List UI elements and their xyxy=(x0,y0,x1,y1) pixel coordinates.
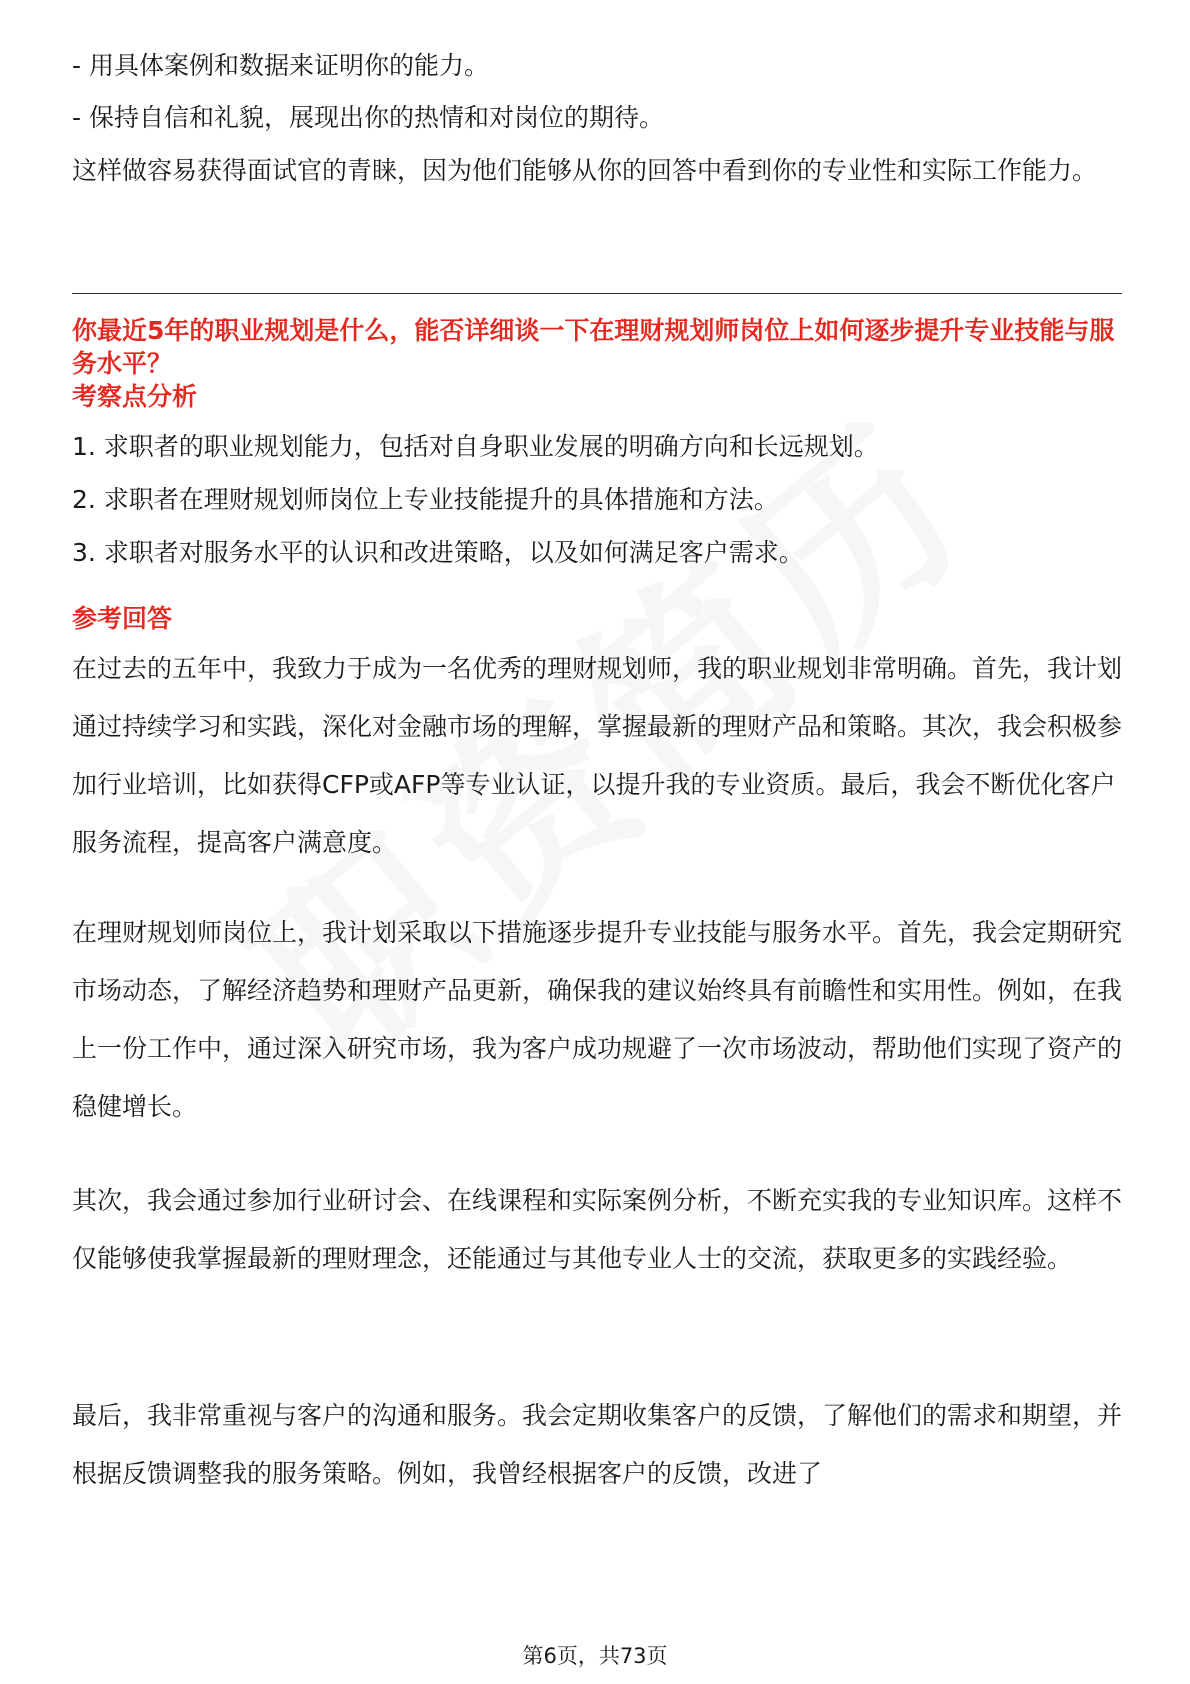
analysis-item-3: 3. 求职者对服务水平的认识和改进策略，以及如何满足客户需求。 xyxy=(72,538,804,567)
intro-summary: 这样做容易获得面试官的青睐，因为他们能够从你的回答中看到你的专业性和实际工作能力。 xyxy=(72,156,1098,185)
section-divider xyxy=(72,293,1122,294)
analysis-heading: 考察点分析 xyxy=(72,382,198,411)
analysis-item-2: 2. 求职者在理财规划师岗位上专业技能提升的具体措施和方法。 xyxy=(72,485,779,514)
intro-bullet-2: - 保持自信和礼貌，展现出你的热情和对岗位的期待。 xyxy=(72,103,664,132)
answer-paragraph-4: 最后，我非常重视与客户的沟通和服务。我会定期收集客户的反馈，了解他们的需求和期望，并根据反馈调整我的服务策略。例如，我曾经根据客户的反馈，改进了 xyxy=(72,1401,1123,1488)
intro-bullet-1: - 用具体案例和数据来证明你的能力。 xyxy=(72,51,489,80)
answer-paragraph-3: 其次，我会通过参加行业研讨会、在线课程和实际案例分析，不断充实我的专业知识库。这样不仅能够使我掌握最新的理财理念，还能通过与其他专业人士的交流，获取更多的实践经验。 xyxy=(72,1186,1123,1273)
answer-paragraph-2: 在理财规划师岗位上，我计划采取以下措施逐步提升专业技能与服务水平。首先，我会定期研究市场动态，了解经济趋势和理财产品更新，确保我的建议始终具有前瞻性和实用性。例如，在我上一份工作中，通过深入研究市场，我为客户成功规避了一次市场波动，帮助他们实现了资产的稳健增长。 xyxy=(72,918,1123,1121)
page-number: 第6页，共73页 xyxy=(522,1644,668,1668)
question-title: 你最近5年的职业规划是什么，能否详细谈一下在理财规划师岗位上如何逐步提升专业技能与服务水平？ xyxy=(72,316,1115,378)
analysis-item-1: 1. 求职者的职业规划能力，包括对自身职业发展的明确方向和长远规划。 xyxy=(72,432,879,461)
answer-paragraph-1: 在过去的五年中，我致力于成为一名优秀的理财规划师，我的职业规划非常明确。首先，我计划通过持续学习和实践，深化对金融市场的理解，掌握最新的理财产品和策略。其次，我会积极参加行业培训，比如获得CFP或AFP等专业认证，以提升我的专业资质。最后，我会不断优化客户服务流程，提高客户满意度。 xyxy=(72,654,1123,857)
answer-heading: 参考回答 xyxy=(72,604,173,633)
